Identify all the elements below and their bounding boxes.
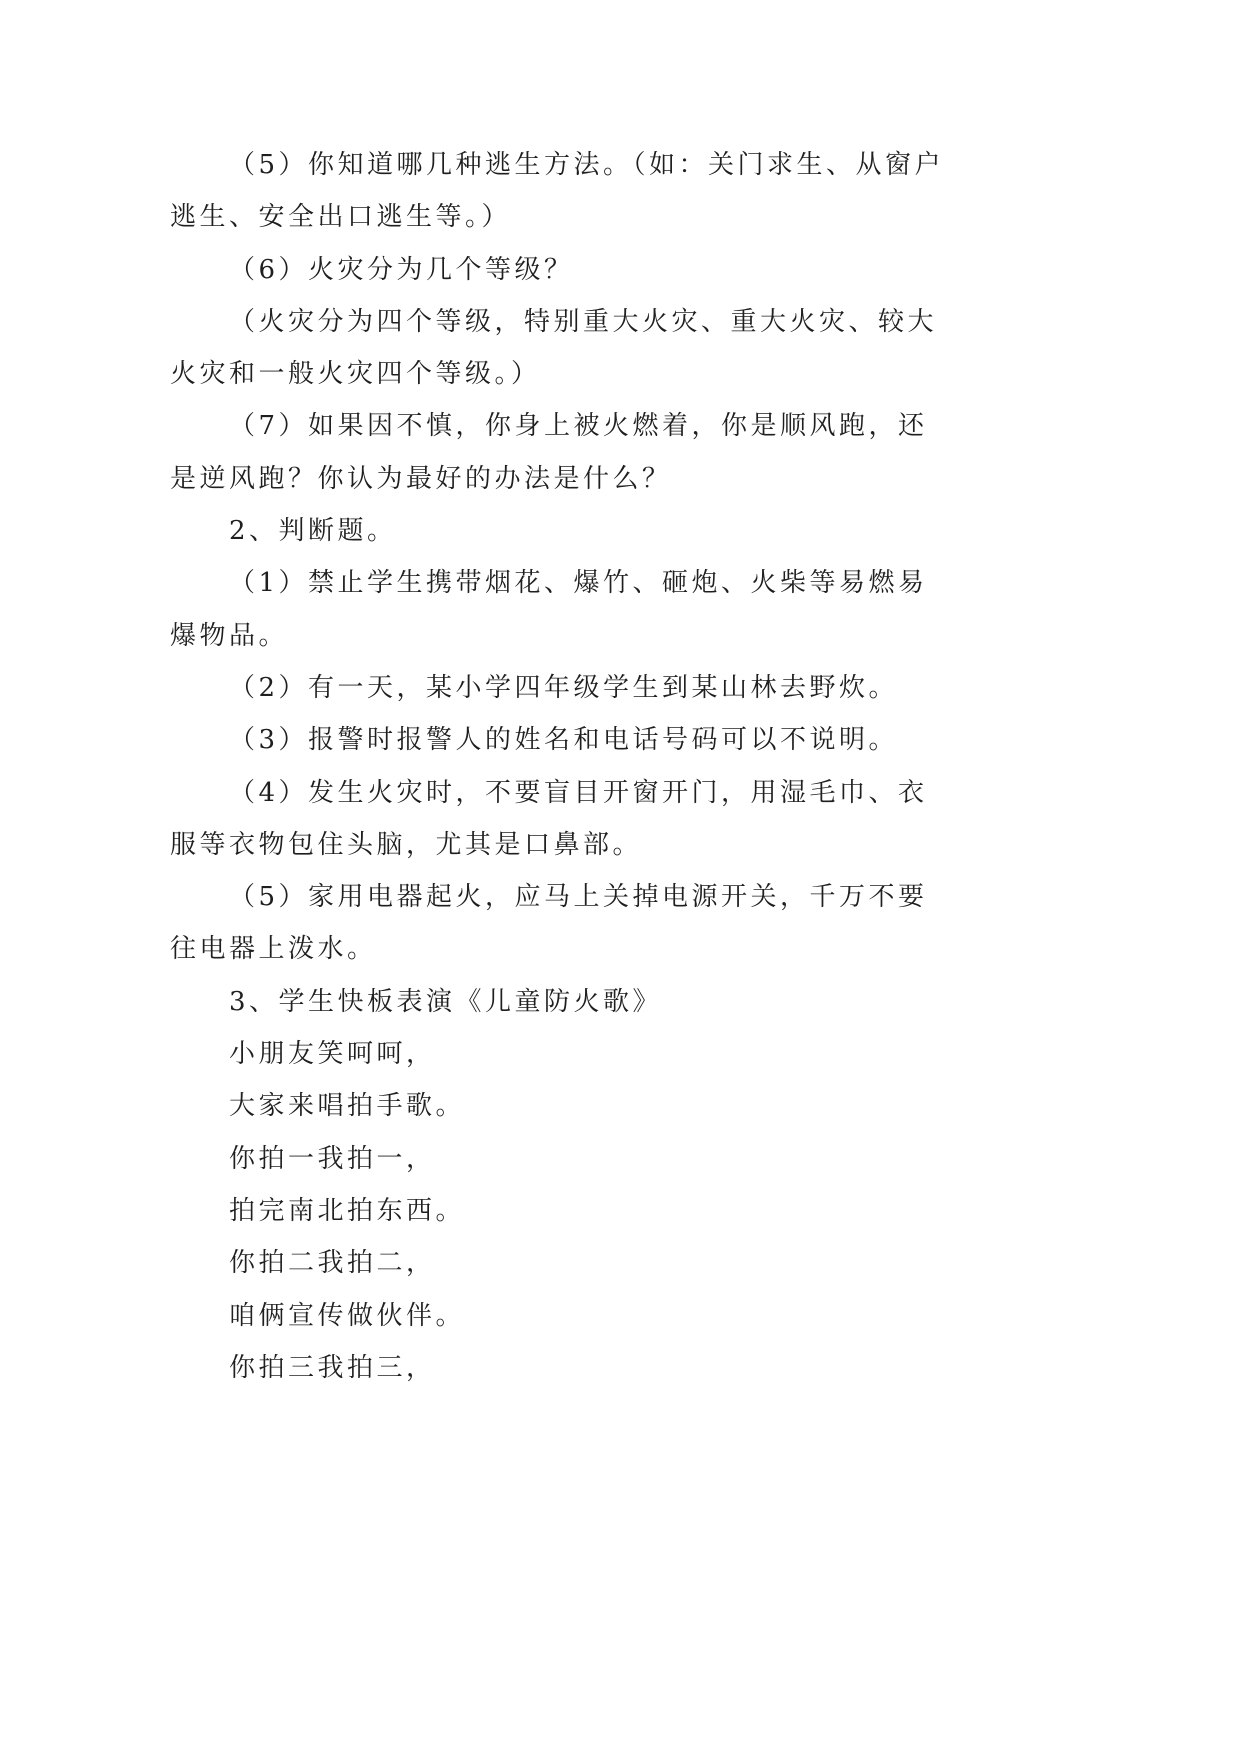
text-line: 火灾和一般火灾四个等级。） (170, 359, 541, 390)
text-line: （5）你知道哪几种逃生方法。（如：关门求生、从窗户 (229, 150, 945, 180)
true-false-item-1 (170, 557, 970, 662)
question-6-fire-levels (170, 244, 970, 296)
verse-line (170, 1290, 970, 1342)
text-line: 你拍一我拍一， (229, 1143, 436, 1174)
text-line: （5）家用电器起火，应马上关掉电源开关，千万不要 (229, 882, 928, 913)
text-line: （4）发生火灾时，不要盲目开窗开门，用湿毛巾、衣 (229, 777, 928, 808)
text-line: （1）禁止学生携带烟花、爆竹、砸炮、火柴等易燃易 (229, 568, 928, 599)
text-line: 你拍三我拍三， (229, 1352, 436, 1383)
verse-line (170, 1133, 970, 1185)
verse-line (170, 1342, 970, 1394)
question-7-on-fire (170, 400, 970, 505)
text-line: 爆物品。 (170, 620, 289, 651)
text-line: 拍完南北拍东西。 (229, 1195, 466, 1226)
document-body (170, 139, 970, 1394)
text-line: （火灾分为四个等级，特别重大火灾、重大火灾、较大 (229, 306, 938, 337)
verse-line (170, 1028, 970, 1080)
true-false-item-5 (170, 871, 970, 976)
text-line: 小朋友笑呵呵， (229, 1039, 436, 1070)
true-false-item-3 (170, 714, 970, 766)
text-line: （7）如果因不慎，你身上被火燃着，你是顺风跑，还 (229, 411, 928, 442)
text-line: 往电器上泼水。 (170, 934, 377, 965)
verse-line (170, 1185, 970, 1237)
text-line: 逃生、安全出口逃生等。） (170, 202, 512, 233)
section-heading-true-false (170, 505, 970, 557)
question-5-escape-methods (170, 139, 970, 244)
text-line: 是逆风跑？你认为最好的办法是什么？ (170, 463, 672, 494)
verse-line (170, 1080, 970, 1132)
text-line: （6）火灾分为几个等级？ (229, 254, 574, 285)
text-line: 服等衣物包住头脑，尤其是口鼻部。 (170, 829, 643, 860)
text-line: （3）报警时报警人的姓名和电话号码可以不说明。 (229, 725, 899, 756)
section-heading: 3、学生快板表演《儿童防火歌》 (229, 986, 663, 1017)
text-line: 咱俩宣传做伙伴。 (229, 1300, 466, 1331)
text-line: （2）有一天，某小学四年级学生到某山林去野炊。 (229, 672, 899, 703)
text-line: 大家来唱拍手歌。 (229, 1091, 466, 1122)
text-line: 你拍二我拍二， (229, 1248, 436, 1279)
answer-6-fire-levels (170, 296, 970, 401)
section-heading-clapper-performance (170, 976, 970, 1028)
true-false-item-2 (170, 662, 970, 714)
true-false-item-4 (170, 767, 970, 872)
verse-line (170, 1237, 970, 1289)
section-heading: 2、判断题。 (229, 516, 397, 547)
